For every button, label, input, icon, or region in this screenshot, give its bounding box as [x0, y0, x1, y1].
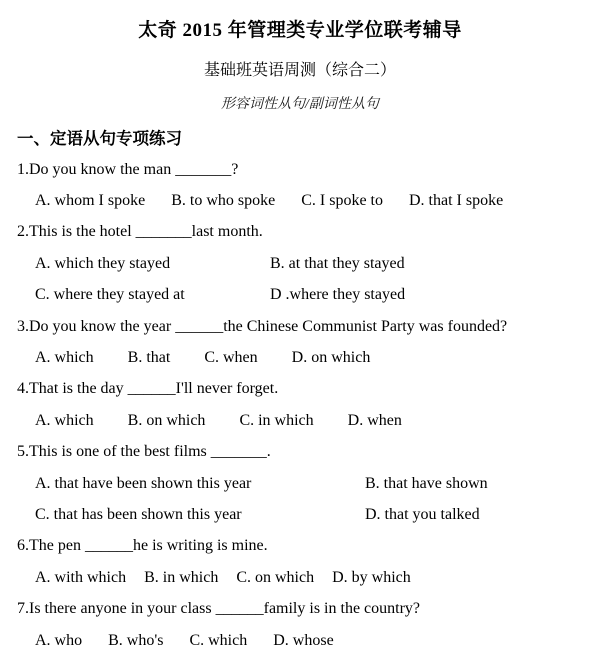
option-b: B. on which: [127, 411, 206, 429]
page-title: 太奇 2015 年管理类专业学位联考辅导: [138, 20, 462, 41]
question-5: [0, 437, 600, 531]
question-text: 5.This is one of the best films _______.: [17, 443, 271, 461]
option-b: B. that have shown: [365, 474, 488, 492]
option-a: A. who: [35, 631, 83, 649]
question-options: [0, 405, 600, 436]
question-options: [0, 342, 600, 373]
question-text: 3.Do you know the year ______the Chinese Communist Party was founded?: [17, 317, 508, 335]
question-options: [0, 468, 600, 499]
question-options: [0, 625, 600, 656]
option-a: A. which: [35, 411, 94, 429]
option-c: C. when: [204, 349, 258, 367]
option-a: A. with which: [35, 568, 127, 586]
page-subtitle: 基础班英语周测（综合二）: [203, 62, 396, 79]
question-text: 4.That is the day ______I'll never forget.: [17, 380, 279, 398]
question-2: [0, 217, 600, 311]
option-c: C. where they stayed at: [35, 286, 185, 304]
option-d: D. on which: [291, 349, 371, 367]
questions-list: [0, 154, 600, 656]
option-c: C. which: [189, 631, 248, 649]
option-b: B. to who spoke: [171, 192, 276, 210]
option-d: D. by which: [332, 568, 411, 586]
question-options: [0, 248, 600, 279]
question-3: [0, 311, 600, 374]
question-options: [0, 499, 600, 530]
question-7: [0, 593, 600, 656]
option-a: A. whom I spoke: [35, 192, 146, 210]
question-text: 6.The pen ______he is writing is mine.: [17, 537, 268, 555]
question-options: [0, 280, 600, 311]
question-options: [0, 562, 600, 593]
option-b: B. who's: [108, 631, 164, 649]
question-4: [0, 374, 600, 437]
page-subject: 形容词性从句/副词性从句: [221, 97, 379, 112]
option-b: B. at that they stayed: [270, 254, 405, 272]
question-text: 7.Is there anyone in your class ______family is in the country?: [17, 600, 421, 618]
option-c: C. that has been shown this year: [35, 505, 242, 523]
question-text: 1.Do you know the man _______?: [17, 160, 239, 178]
question-1: [0, 154, 600, 217]
option-c: C. in which: [239, 411, 314, 429]
question-6: [0, 531, 600, 594]
question-options: [0, 185, 600, 216]
option-a: A. which they stayed: [35, 254, 171, 272]
option-d: D. that I spoke: [409, 192, 504, 210]
option-a: A. which: [35, 349, 94, 367]
option-b: B. that: [127, 349, 171, 367]
option-b: B. in which: [144, 568, 219, 586]
option-d: D. that you talked: [365, 505, 480, 523]
option-d: D. when: [347, 411, 402, 429]
option-a: A. that have been shown this year: [35, 474, 252, 492]
option-d: D .where they stayed: [270, 286, 406, 304]
option-d: D. whose: [273, 631, 334, 649]
question-text: 2.This is the hotel _______last month.: [17, 223, 263, 241]
section-heading: 一、定语从句专项练习: [17, 130, 182, 148]
option-c: C. I spoke to: [301, 192, 383, 210]
option-c: C. on which: [236, 568, 315, 586]
